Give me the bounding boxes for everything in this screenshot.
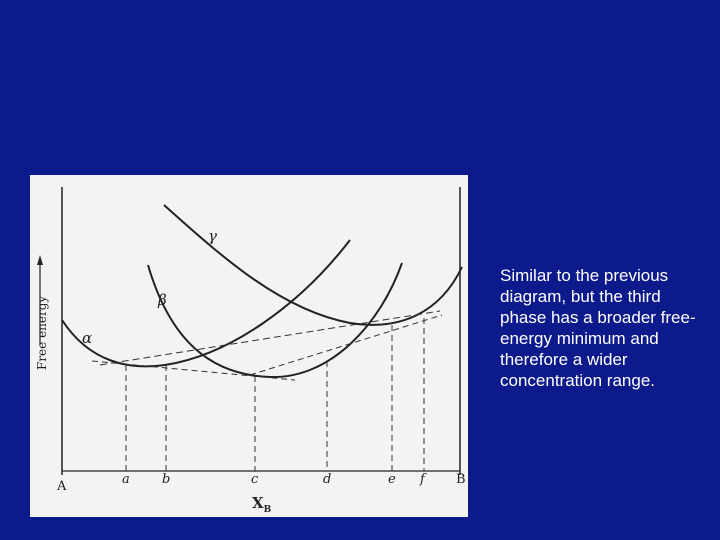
point-e-label: e xyxy=(388,472,396,487)
component-b-label: B xyxy=(456,472,466,487)
point-f-label: f xyxy=(420,472,425,487)
diagram-svg xyxy=(30,175,468,517)
x-axis-label xyxy=(252,494,272,515)
x-axis-symbol: X xyxy=(252,494,264,512)
x-axis-subscript: B xyxy=(263,505,272,515)
alpha-label: α xyxy=(82,329,93,347)
tangent-beta-gamma xyxy=(250,315,442,375)
component-a-label: A xyxy=(57,479,67,494)
caption-text: Similar to the previous diagram, but the third phase has a broader free-energy minimum and therefore a wider concentration range. xyxy=(500,266,696,390)
alpha-curve xyxy=(62,240,350,366)
point-a-label: a xyxy=(122,472,130,487)
beta-label: β xyxy=(158,291,167,309)
y-axis-label: Free energy xyxy=(35,295,49,370)
point-b-label: b xyxy=(162,472,171,487)
point-c-label: c xyxy=(251,472,259,487)
free-energy-diagram xyxy=(30,175,468,517)
point-d-label: d xyxy=(323,472,332,487)
gamma-label: γ xyxy=(208,227,217,245)
free-energy-arrowhead xyxy=(37,255,43,265)
gamma-curve xyxy=(164,205,462,325)
